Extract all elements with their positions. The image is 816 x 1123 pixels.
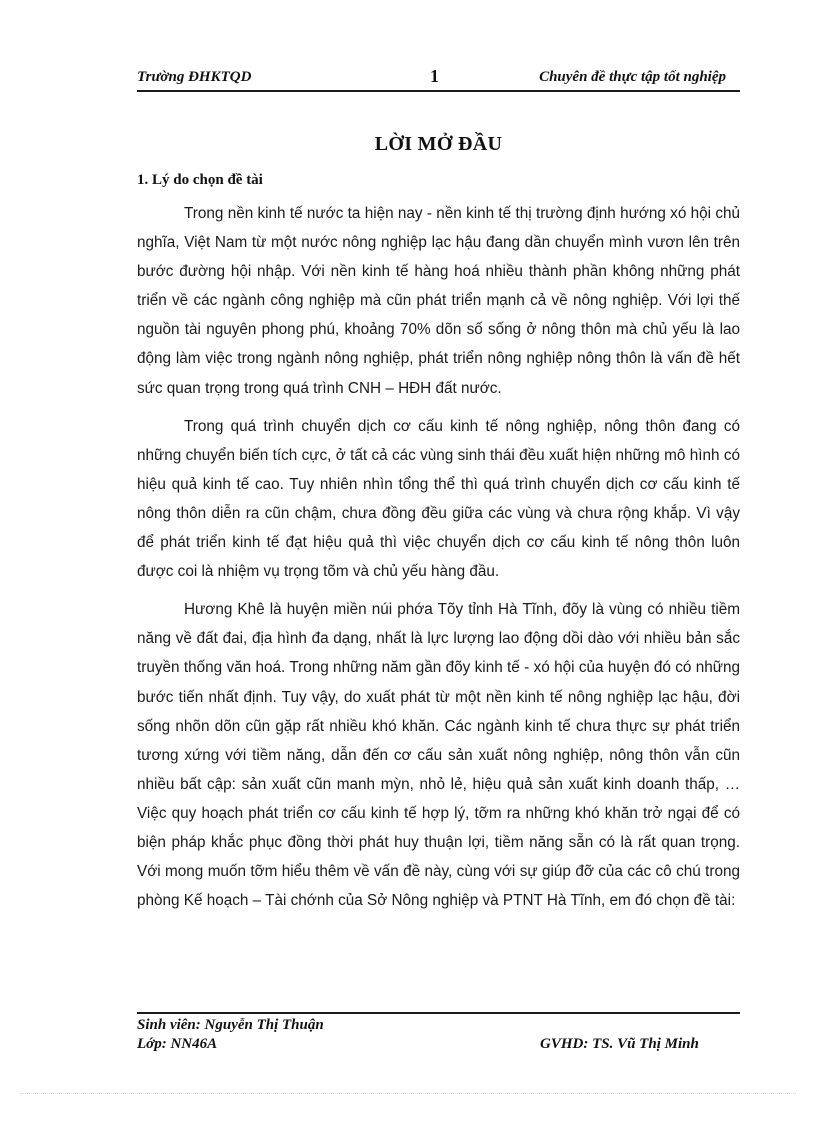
paragraph-2: Trong quá trình chuyển dịch cơ cấu kinh tế nông nghiệp, nông thôn đang có những chuyển biến tích cực, ở tất cả các vùng sinh thái đều xuất hiện những mô hình có hiệu quả kinh tế cao. Tuy nhiên nhìn tổng thể thì quá trình chuyển dịch cơ cấu kinh tế nông thôn diễn ra cũn chậm, chưa đồng đều giữa các vùng và chưa rộng khắp. Vì vậy để phát triển kinh tế đạt hiệu quả thì việc chuyển dịch cơ cấu kinh tế nông thôn luôn được coi là nhiệm vụ trọng tõm và chủ yếu hàng đầu.: [137, 417, 740, 581]
paragraph-3: Hương Khê là huyện miền núi phớa Tõy tỉnh Hà Tĩnh, đõy là vùng có nhiều tiềm năng về đất đai, địa hình đa dạng, nhất là lực lượng lao động dồi dào với nhiều bản sắc truyền thống văn hoá. Trong những năm gần đõy kinh tế - xó hội của huyện đó có những bước tiến nhất định. Tuy vậy, do xuất phát từ một nền kinh tế nông nghiệp lạc hậu, đời sống nhõn dõn cũn gặp rất nhiều khó khăn. Các ngành kinh tế chưa thực sự phát triển tương xứng với tiềm năng, dẫn đến cơ cấu sản xuất nông nghiệp, nông thôn vẫn cũn nhiều bất cập: sản xuất cũn manh mỳn, nhỏ lẻ, hiệu quả sản xuất kinh doanh thấp, … Việc quy hoạch phát triển cơ cấu kinh tế hợp lý, tỡm ra những khó khăn trở ngại để có biện pháp khắc phục đồng thời phát huy thuận lợi, tiềm năng sẵn có là rất quan trọng. Với mong muốn tỡm hiểu thêm về vấn đề này, cùng với sự giúp đỡ của các cô chú trong phòng Kế hoạch – Tài chớnh của Sở Nông nghiệp và PTNT Hà Tĩnh, em đó chọn đề tài:: [137, 601, 740, 910]
footer-student: Sinh viên: Nguyễn Thị Thuận: [137, 1017, 324, 1033]
footer-class: Lớp: NN46A: [137, 1036, 218, 1052]
header-document-type: Chuyên đề thực tập tốt nghiệp: [539, 69, 726, 85]
footer-advisor: GVHD: TS. Vũ Thị Minh: [540, 1036, 699, 1052]
page-header: [137, 64, 740, 92]
footer-divider: [137, 1012, 740, 1014]
section-heading: 1. Lý do chọn đề tài: [137, 172, 263, 188]
page-number: 1: [430, 66, 439, 86]
page-title: LỜI MỞ ĐẦU: [374, 133, 503, 155]
page-edge-dotted-line: [20, 1093, 796, 1094]
paragraph-1: Trong nền kinh tế nước ta hiện nay - nền kinh tế thị trường định hướng xó hội chủ nghĩa, Việt Nam từ một nước nông nghiệp lạc hậu đang dần chuyển mình vươn lên trên bước đường hội nhập. Với nền kinh tế hàng hoá nhiều thành phần không những phát triển về các ngành công nghiệp mà cũn phát triển mạnh cả về nông nghiệp. Với lợi thế nguồn tài nguyên phong phú, khoảng 70% dõn số sống ở nông thôn mà chủ yếu là lao động làm việc trong ngành nông nghiệp, phát triển nông nghiệp nông thôn là vấn đề hết sức quan trọng trong quá trình CNH – HĐH đất nước.: [137, 205, 740, 397]
body-text: [137, 199, 740, 915]
header-university: Trường ĐHKTQD: [137, 69, 252, 85]
